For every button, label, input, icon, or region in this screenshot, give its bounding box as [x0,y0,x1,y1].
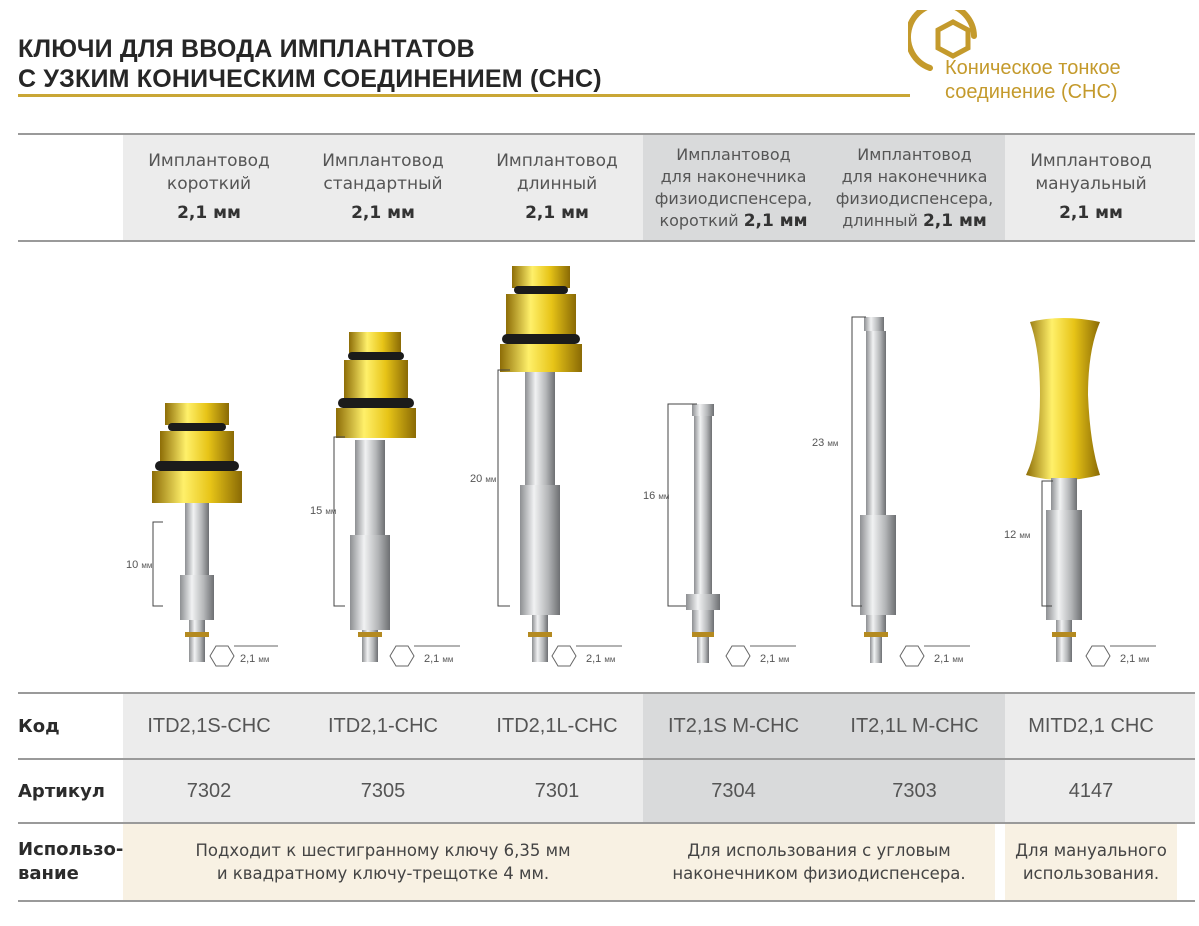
usage-cell-2 [643,824,995,900]
header-col-6-line-1: Имплантовод [1030,151,1152,171]
driver-handpiece-short-image [668,404,720,663]
code-cell-3: ITD2,1L-CHC [496,714,618,737]
header-col-5-size: 2,1 мм [922,210,987,231]
article-row-label: Артикул [18,780,105,802]
driver-short-image [152,403,242,662]
table-bottom-rule [18,900,1195,902]
length-label-5: 23 мм [812,437,839,449]
article-cell-3: 7301 [534,779,580,802]
length-label-6: 12 мм [1004,529,1031,541]
header-col-1-size: 2,1 мм [177,203,241,223]
hex-label-1: 2,1 мм [240,653,270,665]
hex-label-2: 2,1 мм [424,653,454,665]
logo-line-1: Коническое тонкое [945,57,1121,79]
title-line-1: КЛЮЧИ ДЛЯ ВВОДА ИМПЛАНТАТОВ [18,35,475,63]
usage-label-line-2: вание [18,863,79,884]
usage-cell-1-line-1: Подходит к шестигранному ключу 6,35 мм [195,841,571,860]
logo-line-2: соединение (CHC) [945,81,1118,103]
header-col-3-line-1: Имплантовод [496,151,618,171]
header-col-4-line-3: физиодиспенсера, [654,188,813,208]
usage-cell-2-line-1: Для использования с угловым [687,841,951,860]
length-label-3: 20 мм [470,473,497,485]
driver-standard-image [334,332,416,662]
hex-label-4: 2,1 мм [760,653,790,665]
code-cell-6: MITD2,1 CHC [1028,714,1154,737]
header-col-4-line-2: для наконечника [660,166,807,186]
article-cell-4: 7304 [711,779,756,802]
header-col-1-line-2: короткий [166,174,252,194]
header-col-3-size: 2,1 мм [525,203,589,223]
hex-icon-2 [390,646,414,666]
usage-cell-3 [1005,824,1177,900]
code-cell-5: IT2,1L M-CHC [850,714,979,737]
usage-cell-3-line-1: Для мануального [1015,841,1167,860]
header-col-1-line-1: Имплантовод [148,151,270,171]
usage-cell-3-line-2: использования. [1022,864,1160,883]
hex-icon-6 [1086,646,1110,666]
header-col-3-line-2: длинный [516,174,598,194]
hex-icon-1 [210,646,234,666]
usage-cell-1 [123,824,643,900]
article-cell-6: 4147 [1068,779,1114,802]
usage-cell-2-line-2: наконечником физиодиспенсера. [672,864,966,883]
length-label-4: 16 мм [643,490,670,502]
hex-icon-4 [726,646,750,666]
header-col-2-line-1: Имплантовод [322,151,444,171]
article-cell-5: 7303 [892,779,937,802]
usage-row-label [18,824,123,900]
header-col-2-line-2: стандартный [323,174,443,194]
driver-long-image [498,266,582,662]
length-label-2: 15 мм [310,505,337,517]
header-col-5-line-2: для наконечника [841,166,988,186]
header-col-5-name-4: длинный [842,210,918,230]
length-label-1: 10 мм [126,559,153,571]
header-col-4-size: 2,1 мм [743,210,808,231]
hex-label-6: 2,1 мм [1120,653,1150,665]
code-cell-2: ITD2,1-CHC [327,714,438,737]
hex-icons [210,646,1110,666]
title-line-2: С УЗКИМ КОНИЧЕСКИМ СОЕДИНЕНИЕМ (CHC) [18,65,602,93]
code-row-label: Код [18,715,60,737]
usage-cell-1-line-2: и квадратному ключу-трещотке 4 мм. [216,864,550,883]
hex-icon-5 [900,646,924,666]
driver-manual-image [1026,318,1100,662]
header-col-2-size: 2,1 мм [351,203,415,223]
header-col-5-line-1: Имплантовод [857,144,972,164]
driver-handpiece-long-image [852,317,896,663]
article-cell-1: 7302 [186,779,232,802]
code-cell-1: ITD2,1S-CHC [147,714,271,737]
header-col-6-size: 2,1 мм [1059,203,1123,223]
usage-label-line-1: Использо- [18,839,124,860]
header-col-4-line-1: Имплантовод [676,144,791,164]
hex-icon-3 [552,646,576,666]
code-cell-4: IT2,1S M-CHC [667,714,800,737]
hex-label-3: 2,1 мм [586,653,616,665]
header-col-5-line-3: физиодиспенсера, [835,188,994,208]
hex-label-5: 2,1 мм [934,653,964,665]
article-cell-2: 7305 [360,779,406,802]
header-col-4-name-4: короткий [659,210,739,230]
header-col-6-line-2: мануальный [1035,174,1147,194]
